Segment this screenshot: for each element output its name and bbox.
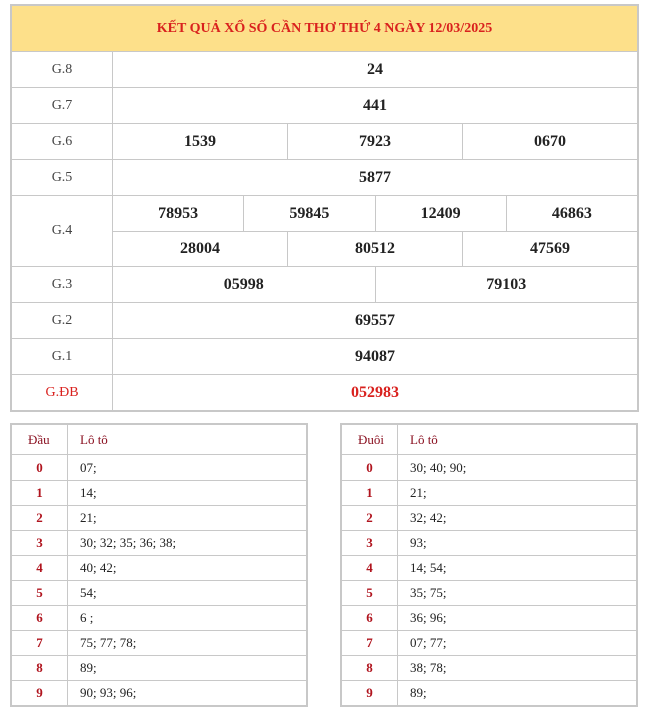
duoi-loto-values: 89;	[410, 685, 427, 700]
dau-digit: 7	[12, 631, 68, 655]
dau-row	[12, 655, 306, 680]
duoi-digit: 6	[342, 606, 398, 630]
dau-row	[12, 680, 306, 705]
dau-digit: 8	[12, 656, 68, 680]
prize-row-gdb	[12, 374, 637, 410]
prize-label: G.ĐB	[12, 375, 113, 410]
prize-number: 94087	[355, 347, 395, 365]
duoi-rows	[342, 455, 636, 705]
prize-number: 5877	[359, 168, 391, 186]
duoi-digit: 8	[342, 656, 398, 680]
dau-digit: 2	[12, 506, 68, 530]
prize-row-g8	[12, 52, 637, 87]
dau-header-value: Lô tô	[80, 431, 108, 447]
prize-row-g1	[12, 338, 637, 374]
duoi-row	[342, 530, 636, 555]
duoi-digit: 4	[342, 556, 398, 580]
prize-number: 47569	[462, 232, 637, 266]
prize-label: G.2	[12, 303, 113, 338]
duoi-row	[342, 455, 636, 480]
duoi-header-value: Lô tô	[410, 431, 438, 447]
duoi-digit: 7	[342, 631, 398, 655]
duoi-table-header	[342, 425, 636, 455]
duoi-digit: 0	[342, 455, 398, 480]
duoi-row	[342, 605, 636, 630]
prize-number: 69557	[355, 311, 395, 329]
dau-loto-values: 30; 32; 35; 36; 38;	[80, 535, 177, 550]
prize-label: G.6	[12, 124, 113, 159]
prize-number: 24	[367, 60, 383, 78]
prize-label: G.8	[12, 52, 113, 87]
dau-loto-values: 89;	[80, 660, 97, 675]
duoi-digit: 3	[342, 531, 398, 555]
duoi-digit: 1	[342, 481, 398, 505]
dau-row	[12, 630, 306, 655]
dau-loto-values: 07;	[80, 459, 97, 475]
dau-header-key: Đầu	[12, 425, 68, 454]
dau-row	[12, 555, 306, 580]
prize-label: G.7	[12, 88, 113, 123]
prize-number: 79103	[375, 267, 638, 302]
duoi-row	[342, 680, 636, 705]
prize-row-g2	[12, 302, 637, 338]
dau-rows	[12, 455, 306, 705]
dau-loto-values: 14;	[80, 485, 97, 500]
prize-row-g4	[12, 195, 637, 266]
dau-row	[12, 505, 306, 530]
prize-number: 7923	[287, 124, 462, 159]
prize-label: G.1	[12, 339, 113, 374]
prize-number: 05998	[223, 275, 264, 293]
prize-label: G.5	[12, 160, 113, 195]
dau-digit: 1	[12, 481, 68, 505]
prize-number: 1539	[184, 132, 216, 150]
duoi-loto-values: 21;	[410, 485, 427, 500]
dau-digit: 3	[12, 531, 68, 555]
dau-row	[12, 480, 306, 505]
duoi-loto-values: 32; 42;	[410, 510, 447, 525]
dau-loto-values: 90; 93; 96;	[80, 685, 137, 700]
results-table	[10, 4, 639, 412]
prize-number: 78953	[158, 204, 199, 222]
dau-loto-values: 40; 42;	[80, 560, 117, 575]
dau-loto-table	[10, 423, 308, 707]
duoi-row	[342, 480, 636, 505]
duoi-digit: 9	[342, 681, 398, 705]
duoi-loto-values: 30; 40; 90;	[410, 459, 467, 475]
prize-row-g3	[12, 266, 637, 302]
duoi-row	[342, 505, 636, 530]
duoi-loto-values: 93;	[410, 535, 427, 550]
duoi-loto-values: 14; 54;	[410, 560, 447, 575]
prize-number: 052983	[351, 383, 399, 401]
dau-table-header	[12, 425, 306, 455]
duoi-digit: 2	[342, 506, 398, 530]
duoi-row	[342, 580, 636, 605]
results-title: KẾT QUẢ XỔ SỐ CẦN THƠ THỨ 4 NGÀY 12/03/2025	[12, 6, 637, 52]
dau-row	[12, 580, 306, 605]
prize-number: 12409	[375, 196, 506, 231]
duoi-row	[342, 555, 636, 580]
duoi-digit: 5	[342, 581, 398, 605]
prize-number: 59845	[243, 196, 374, 231]
duoi-loto-table	[340, 423, 638, 707]
prize-label: G.3	[12, 267, 113, 302]
prize-row-g7	[12, 87, 637, 123]
prize-number: 46863	[506, 196, 637, 231]
prize-row-g5	[12, 159, 637, 195]
duoi-header-key: Đuôi	[342, 425, 398, 454]
prize-number: 80512	[287, 232, 462, 266]
dau-digit: 9	[12, 681, 68, 705]
duoi-row	[342, 630, 636, 655]
prize-label: G.4	[12, 196, 113, 266]
prize-number: 441	[363, 96, 387, 114]
duoi-loto-values: 35; 75;	[410, 585, 447, 600]
dau-loto-values: 6 ;	[80, 610, 94, 625]
duoi-loto-values: 36; 96;	[410, 610, 447, 625]
prize-number: 0670	[462, 124, 637, 159]
dau-loto-values: 21;	[80, 510, 97, 525]
duoi-row	[342, 655, 636, 680]
dau-row	[12, 455, 306, 480]
dau-digit: 0	[12, 455, 68, 480]
dau-digit: 4	[12, 556, 68, 580]
duoi-loto-values: 07; 77;	[410, 635, 447, 650]
prize-number: 28004	[180, 240, 220, 257]
duoi-loto-values: 38; 78;	[410, 660, 447, 675]
dau-digit: 6	[12, 606, 68, 630]
dau-loto-values: 75; 77; 78;	[80, 635, 137, 650]
dau-row	[12, 530, 306, 555]
prize-row-g6	[12, 123, 637, 159]
dau-row	[12, 605, 306, 630]
dau-loto-values: 54;	[80, 585, 97, 600]
dau-digit: 5	[12, 581, 68, 605]
prize-rows	[12, 52, 637, 410]
